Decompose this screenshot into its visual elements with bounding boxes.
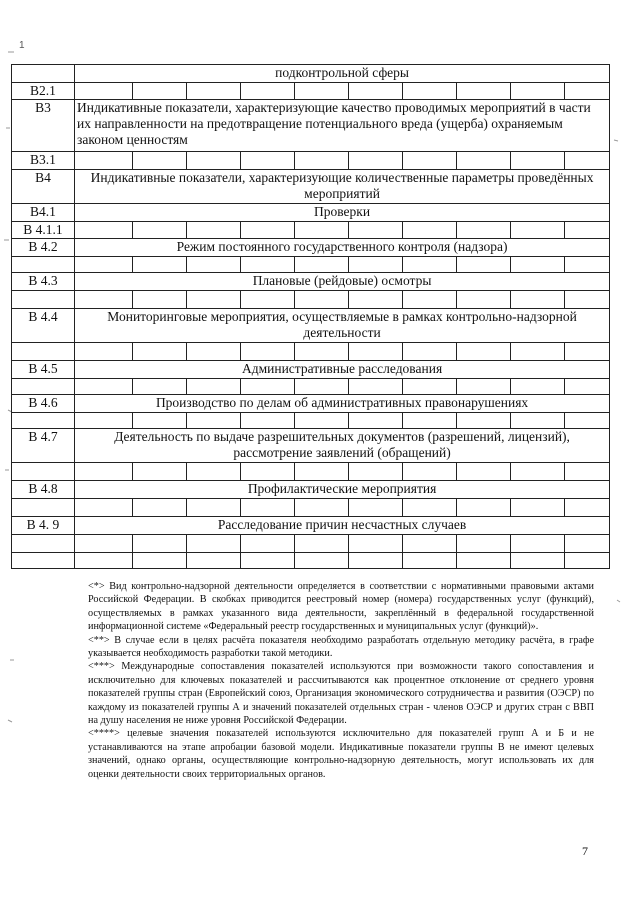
empty-cell: [457, 379, 511, 395]
row-code: [12, 291, 75, 309]
empty-cell: [457, 222, 511, 239]
section-heading: подконтрольной сферы: [75, 65, 610, 83]
row-code: B4: [12, 170, 75, 204]
empty-cell: [187, 83, 241, 100]
empty-cell: [511, 152, 565, 170]
empty-cell: [241, 291, 295, 309]
empty-cell: [565, 291, 610, 309]
table-row: [12, 395, 610, 413]
section-heading: Мониторинговые мероприятия, осуществляемые в рамках контрольно-надзорной деятельности: [75, 309, 610, 343]
empty-cell: [187, 152, 241, 170]
empty-cell: [241, 257, 295, 273]
table-row: [12, 152, 610, 170]
empty-cell: [241, 499, 295, 517]
empty-cell: [511, 535, 565, 553]
row-code: [12, 257, 75, 273]
empty-cell: [187, 257, 241, 273]
page-number: 7: [582, 844, 588, 858]
empty-cell: [241, 413, 295, 429]
empty-cell: [457, 499, 511, 517]
empty-cell: [565, 413, 610, 429]
empty-cell: [133, 499, 187, 517]
empty-cell: [457, 553, 511, 569]
table-row: [12, 481, 610, 499]
empty-cell: [403, 553, 457, 569]
empty-cell: [295, 553, 349, 569]
empty-cell: [403, 152, 457, 170]
empty-cell: [349, 499, 403, 517]
empty-cell: [187, 553, 241, 569]
table-row: [12, 170, 610, 204]
empty-cell: [457, 291, 511, 309]
empty-cell: [75, 379, 133, 395]
empty-cell: [511, 343, 565, 361]
section-heading: Индикативные показатели, характеризующие качество проводимых мероприятий в части их направленности на предотвращение потенциального вреда (ущерба) охраняемым законом ценностям: [75, 100, 610, 152]
empty-cell: [187, 499, 241, 517]
table-row: [12, 100, 610, 152]
row-code: B 4.1.1: [12, 222, 75, 239]
empty-cell: [349, 463, 403, 481]
empty-cell: [133, 553, 187, 569]
empty-cell: [295, 83, 349, 100]
table-row: [12, 361, 610, 379]
empty-cell: [241, 553, 295, 569]
empty-cell: [349, 553, 403, 569]
page-corner-mark: 1: [19, 40, 25, 51]
empty-cell: [457, 343, 511, 361]
table-row: [12, 429, 610, 463]
empty-cell: [75, 152, 133, 170]
empty-cell: [295, 343, 349, 361]
empty-cell: [349, 413, 403, 429]
empty-cell: [133, 535, 187, 553]
empty-cell: [133, 379, 187, 395]
empty-cell: [75, 463, 133, 481]
table-row: [12, 379, 610, 395]
table-row: [12, 291, 610, 309]
row-code: [12, 379, 75, 395]
empty-cell: [565, 379, 610, 395]
empty-cell: [403, 343, 457, 361]
empty-cell: [133, 152, 187, 170]
empty-cell: [349, 343, 403, 361]
table-row: [12, 257, 610, 273]
row-code: B 4.8: [12, 481, 75, 499]
empty-cell: [75, 553, 133, 569]
empty-cell: [349, 291, 403, 309]
empty-cell: [133, 413, 187, 429]
indicator-table: [11, 64, 610, 569]
empty-cell: [565, 553, 610, 569]
empty-cell: [187, 343, 241, 361]
empty-cell: [75, 413, 133, 429]
section-heading: Деятельность по выдаче разрешительных документов (разрешений, лицензий), рассмотрение заявлений (обращений): [75, 429, 610, 463]
empty-cell: [75, 257, 133, 273]
table-row: [12, 65, 610, 83]
empty-cell: [403, 463, 457, 481]
empty-cell: [457, 83, 511, 100]
empty-cell: [75, 83, 133, 100]
empty-cell: [187, 463, 241, 481]
empty-cell: [349, 222, 403, 239]
footnote: <*> Вид контрольно-надзорной деятельности определяется в соответствии с нормативными правовыми актами Российской Федерации. В скобках приводится реестровый номер (номера) государственных услуг (функций), осуществляемых в рамках указанного вида деятельности, закреплённый в федеральной государственной информационной системе «Федеральный реестр государственных и муниципальных услуг (функций)».: [88, 581, 594, 633]
section-heading: Режим постоянного государственного контроля (надзора): [75, 239, 610, 257]
row-code: [12, 463, 75, 481]
section-heading: Индикативные показатели, характеризующие количественные параметры проведённых мероприятий: [75, 170, 610, 204]
empty-cell: [75, 343, 133, 361]
empty-cell: [457, 463, 511, 481]
empty-cell: [565, 152, 610, 170]
table-row: [12, 553, 610, 569]
table-row: [12, 204, 610, 222]
empty-cell: [295, 413, 349, 429]
empty-cell: [187, 535, 241, 553]
empty-cell: [457, 535, 511, 553]
table-row: [12, 222, 610, 239]
empty-cell: [241, 463, 295, 481]
empty-cell: [349, 83, 403, 100]
row-code: [12, 553, 75, 569]
empty-cell: [457, 257, 511, 273]
empty-cell: [187, 222, 241, 239]
table-row: [12, 83, 610, 100]
row-code: B 4.7: [12, 429, 75, 463]
empty-cell: [511, 379, 565, 395]
table-row: [12, 413, 610, 429]
empty-cell: [511, 83, 565, 100]
row-code: B3: [12, 100, 75, 152]
empty-cell: [133, 257, 187, 273]
footnote: <***> Международные сопоставления показателей используются при возможности такого сопоставления и исключительно для ключевых показателей и рассчитываются как процентное отклонение от среднего уровня показателей группы стран (Европейский союз, Организация экономического сотрудничества и развития (ОЭСР) по каждому из показателей группы А и значений показателей отдельных стран - членов ОЭСР и других стран с ВВП на душу населения не ниже уровня Российской Федерации.: [88, 661, 594, 727]
empty-cell: [241, 83, 295, 100]
row-code: B 4.4: [12, 309, 75, 343]
row-code: B3.1: [12, 152, 75, 170]
empty-cell: [403, 413, 457, 429]
empty-cell: [295, 291, 349, 309]
row-code: B4.1: [12, 204, 75, 222]
empty-cell: [457, 152, 511, 170]
empty-cell: [295, 535, 349, 553]
row-code: [12, 413, 75, 429]
row-code: B 4. 9: [12, 517, 75, 535]
empty-cell: [403, 499, 457, 517]
row-code: B 4.2: [12, 239, 75, 257]
row-code: [12, 343, 75, 361]
table-row: [12, 517, 610, 535]
empty-cell: [187, 291, 241, 309]
empty-cell: [403, 257, 457, 273]
empty-cell: [75, 222, 133, 239]
row-code: B 4.3: [12, 273, 75, 291]
row-code: B2.1: [12, 83, 75, 100]
empty-cell: [241, 152, 295, 170]
empty-cell: [565, 535, 610, 553]
table-row: [12, 499, 610, 517]
section-heading: Плановые (рейдовые) осмотры: [75, 273, 610, 291]
empty-cell: [295, 499, 349, 517]
empty-cell: [75, 535, 133, 553]
empty-cell: [187, 413, 241, 429]
empty-cell: [133, 83, 187, 100]
empty-cell: [75, 499, 133, 517]
table-row: [12, 463, 610, 481]
empty-cell: [295, 379, 349, 395]
empty-cell: [511, 413, 565, 429]
empty-cell: [295, 222, 349, 239]
empty-cell: [349, 379, 403, 395]
empty-cell: [133, 343, 187, 361]
empty-cell: [511, 222, 565, 239]
row-code: [12, 65, 75, 83]
empty-cell: [565, 83, 610, 100]
footnote: <****> целевые значения показателей используются исключительно для показателей групп А и Б и не устанавливаются на этапе апробации базовой модели. Индикативные показатели группы В не имеют целевых значений, однако органы, осуществляющие контрольно-надзорную деятельность, могут использовать их для оценки деятельности своих территориальных органов.: [88, 728, 594, 780]
empty-cell: [295, 463, 349, 481]
empty-cell: [565, 463, 610, 481]
footnotes: [88, 580, 594, 781]
empty-cell: [403, 291, 457, 309]
empty-cell: [457, 413, 511, 429]
empty-cell: [511, 499, 565, 517]
empty-cell: [295, 152, 349, 170]
empty-cell: [241, 343, 295, 361]
table-row: [12, 343, 610, 361]
footnote: <**> В случае если в целях расчёта показателя необходимо разработать отдельную методику расчёта, в графе указывается необходимость разработки такой методики.: [88, 634, 594, 660]
table-row: [12, 309, 610, 343]
section-heading: Административные расследования: [75, 361, 610, 379]
empty-cell: [133, 291, 187, 309]
empty-cell: [403, 83, 457, 100]
empty-cell: [295, 257, 349, 273]
empty-cell: [565, 257, 610, 273]
empty-cell: [565, 499, 610, 517]
empty-cell: [511, 291, 565, 309]
section-heading: Производство по делам об административных правонарушениях: [75, 395, 610, 413]
empty-cell: [133, 463, 187, 481]
table-row: [12, 535, 610, 553]
empty-cell: [133, 222, 187, 239]
empty-cell: [565, 222, 610, 239]
table-row: [12, 273, 610, 291]
row-code: [12, 535, 75, 553]
empty-cell: [349, 152, 403, 170]
empty-cell: [349, 257, 403, 273]
empty-cell: [349, 535, 403, 553]
empty-cell: [565, 343, 610, 361]
empty-cell: [241, 535, 295, 553]
section-heading: Проверки: [75, 204, 610, 222]
empty-cell: [75, 291, 133, 309]
empty-cell: [403, 222, 457, 239]
row-code: B 4.5: [12, 361, 75, 379]
empty-cell: [511, 553, 565, 569]
row-code: [12, 499, 75, 517]
section-heading: Расследование причин несчастных случаев: [75, 517, 610, 535]
empty-cell: [241, 222, 295, 239]
row-code: B 4.6: [12, 395, 75, 413]
table-row: [12, 239, 610, 257]
empty-cell: [241, 379, 295, 395]
empty-cell: [511, 463, 565, 481]
empty-cell: [187, 379, 241, 395]
empty-cell: [511, 257, 565, 273]
section-heading: Профилактические мероприятия: [75, 481, 610, 499]
empty-cell: [403, 379, 457, 395]
empty-cell: [403, 535, 457, 553]
